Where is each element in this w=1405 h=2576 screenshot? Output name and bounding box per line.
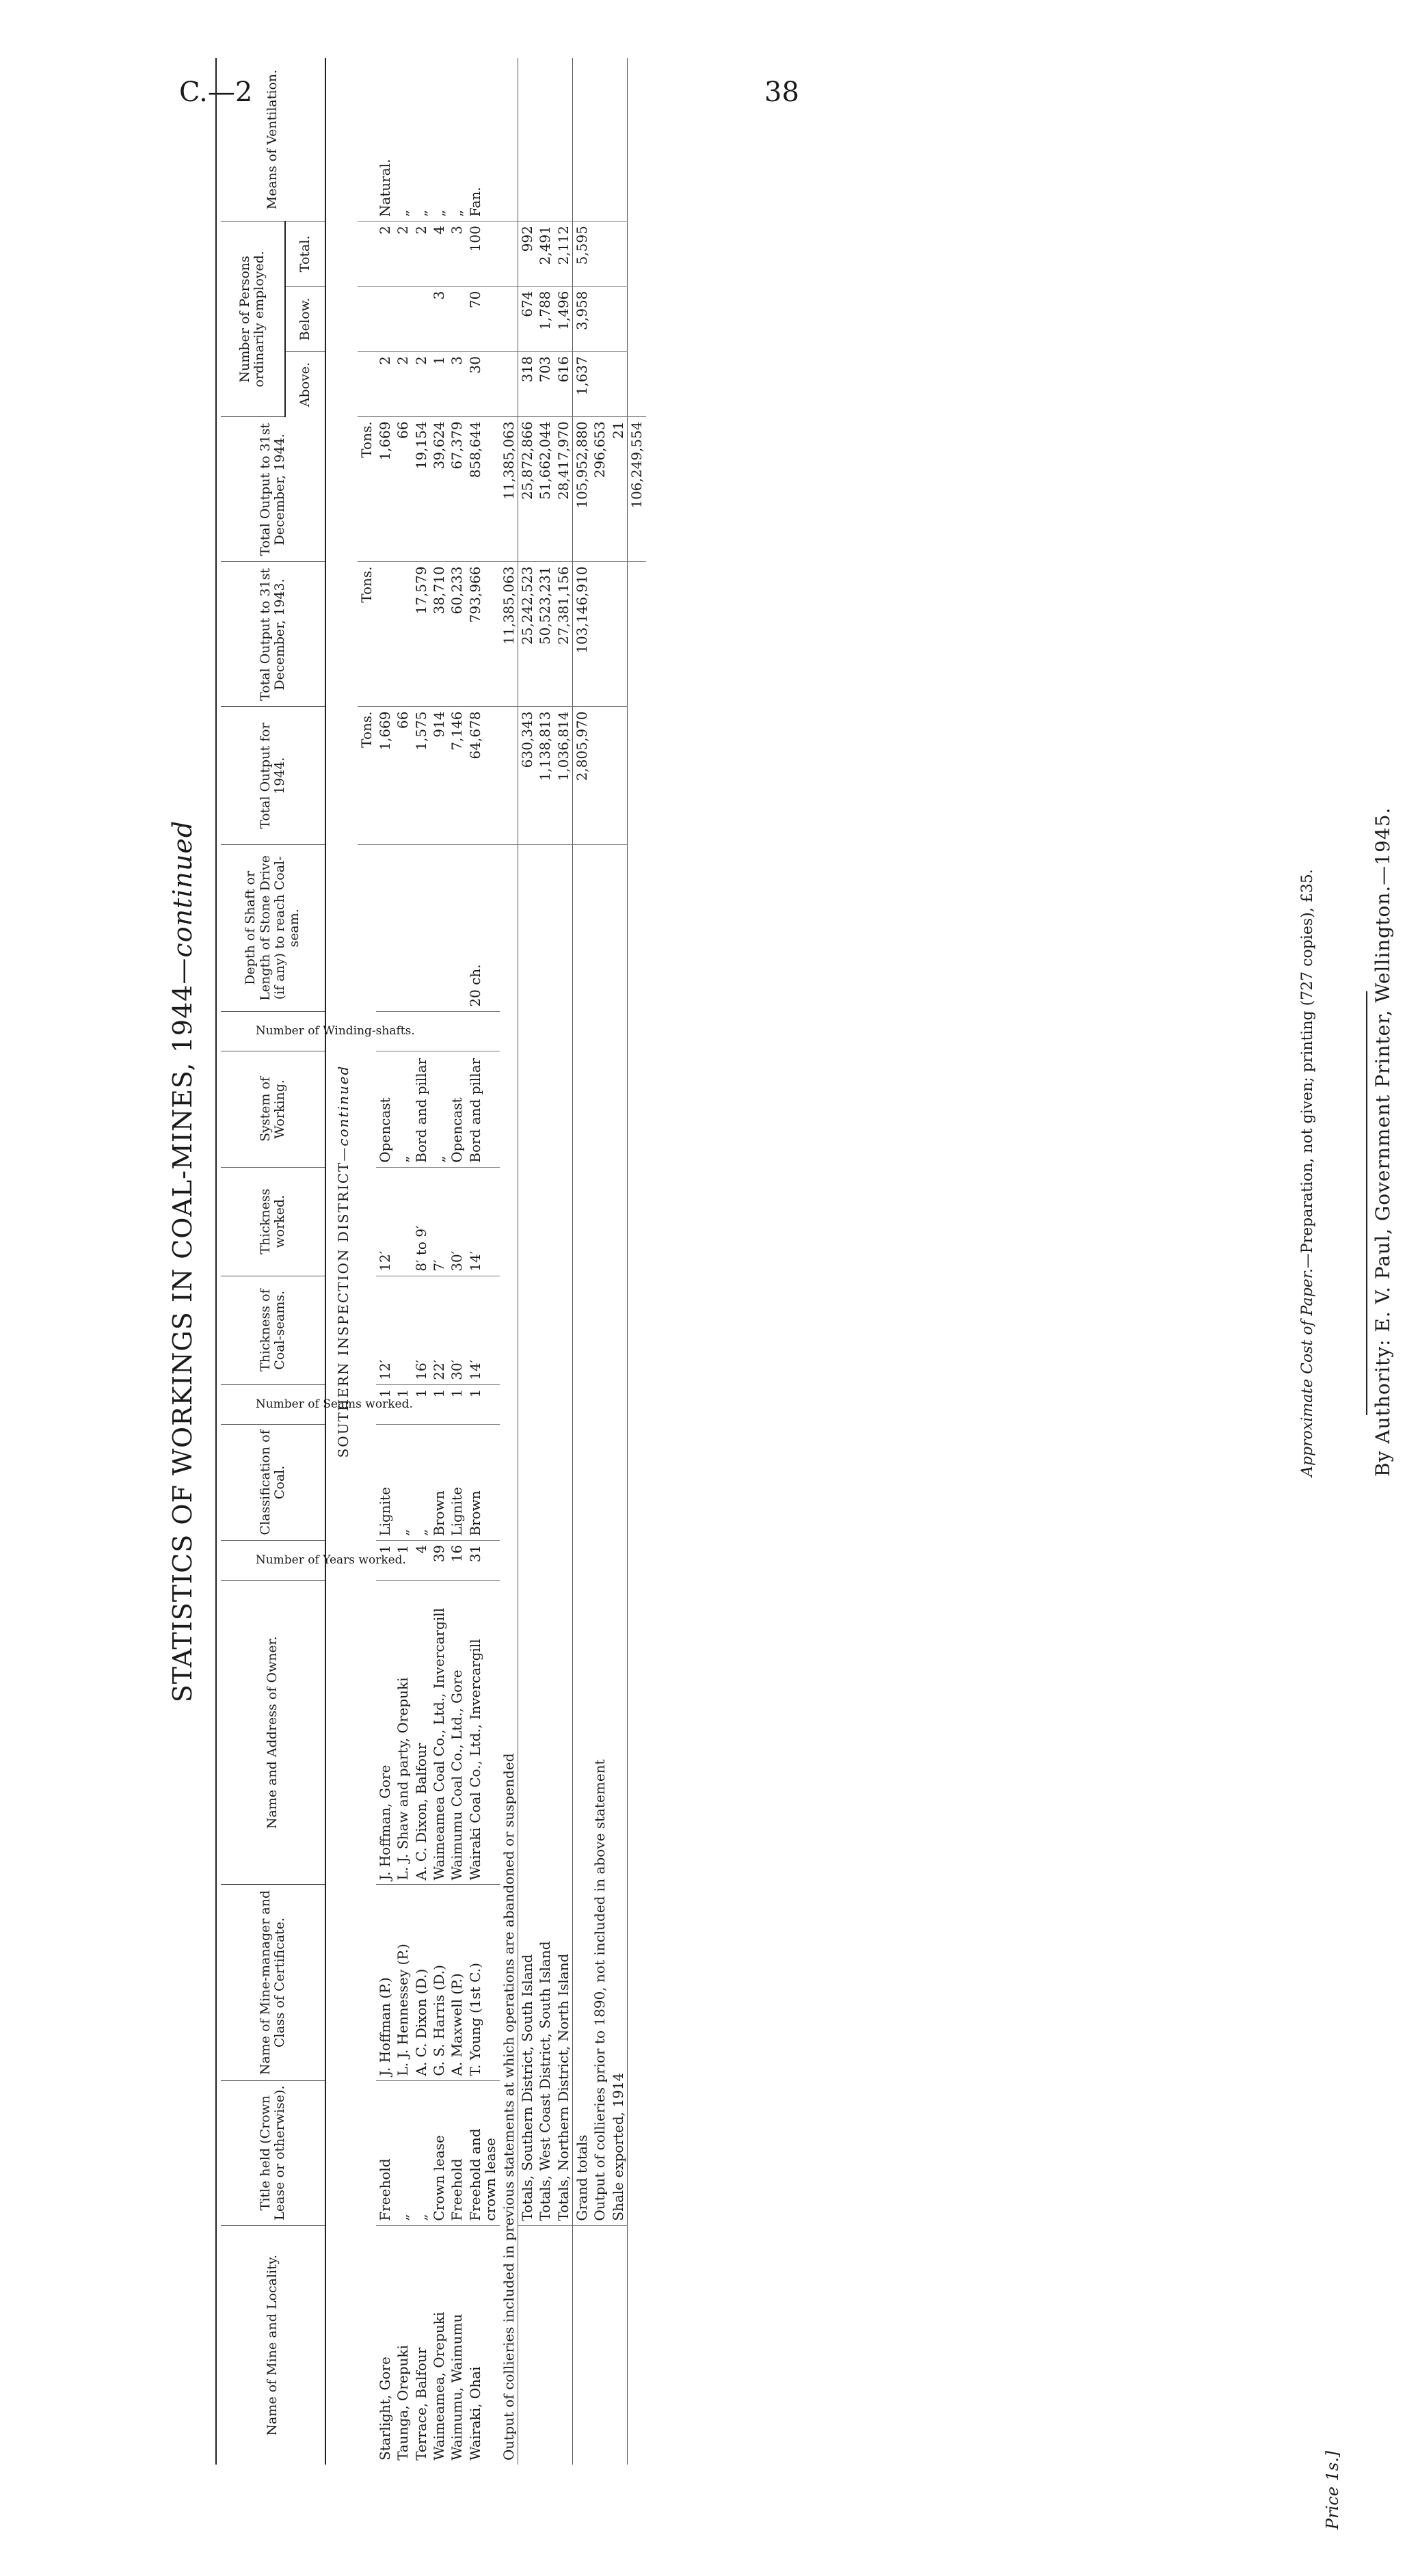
cell-system: Bord and pillar	[412, 1051, 430, 1168]
cell-coal: Lignite	[448, 1425, 466, 1541]
cell-manager: A. C. Dixon (D.)	[412, 1885, 430, 2080]
cell-coal: „	[394, 1425, 412, 1541]
col-depth: Depth of Shaft or Length of Stone Drive (if any) to reach Coal-seam.	[221, 844, 325, 1011]
section-heading-row	[325, 58, 358, 2465]
cell-above: 30	[466, 352, 500, 417]
cell-owner: Wairaki Coal Co., Ltd., Invercargill	[466, 1581, 500, 1885]
table-row	[394, 58, 412, 2465]
cell-o1944	[591, 707, 608, 844]
col-worked: Thickness worked.	[221, 1167, 325, 1276]
table-cell	[573, 2225, 591, 2465]
cell-above	[591, 352, 608, 417]
col-ventilation: Means of Ventilation.	[221, 58, 325, 222]
abandoned-row	[500, 58, 518, 2465]
totals-row	[536, 58, 554, 2465]
cell-ototal: 105,952,880	[573, 417, 591, 562]
cell-shafts	[466, 1011, 500, 1051]
table-title-main: STATISTICS OF WORKINGS IN COAL-MINES, 1944—	[168, 957, 198, 1703]
cell-depth	[448, 844, 466, 1011]
cell-mine: Taunga, Orepuki	[394, 2345, 412, 2460]
cell-worked	[394, 1167, 412, 1276]
cell-vent: Natural.	[376, 58, 394, 222]
cell-ototal: 25,872,866	[518, 417, 536, 562]
table-cell	[536, 2225, 554, 2465]
cell-owner: Waimeamea Coal Co., Ltd., Invercargill	[430, 1581, 448, 1885]
cell-above: 2	[412, 352, 430, 417]
cell-title: Freehold and crown lease	[466, 2080, 500, 2225]
col-manager: Name of Mine-manager and Class of Certificate.	[221, 1885, 325, 2080]
table-cell	[591, 58, 608, 222]
cell-total: 992	[518, 222, 536, 286]
cell-total: 2	[394, 222, 412, 286]
cell-seams: 1	[430, 1384, 448, 1424]
cell-thick: 12′	[376, 1276, 394, 1384]
cell-depth	[412, 844, 430, 1011]
cell-seams: 1	[466, 1384, 500, 1424]
col-system: System of Working.	[221, 1051, 325, 1168]
cell-worked: 14′	[466, 1167, 500, 1276]
cell-above: 318	[518, 352, 536, 417]
cell-o1944: 914	[430, 707, 448, 844]
table-cell	[554, 2225, 573, 2465]
cell-years: 31	[466, 1540, 500, 1580]
approximate-cost	[1299, 869, 1316, 1477]
col-output-total: Total Output to 31st December, 1944.	[221, 417, 325, 562]
cell-manager: J. Hoffman (P.)	[376, 1885, 394, 2080]
authority-line: By Authority: E. V. Paul, Government Printer, Wellington.—1945.	[1371, 807, 1394, 1477]
cell-ototal: 296,653	[591, 417, 608, 562]
cell-above: 703	[536, 352, 554, 417]
cell-above: 3	[448, 352, 466, 417]
units-row	[358, 58, 375, 2465]
cell-system: Bord and pillar	[466, 1051, 500, 1168]
approx-label: Approximate Cost of Paper.	[1299, 1268, 1316, 1477]
cell-shafts	[430, 1011, 448, 1051]
cell-o1943: 17,579	[412, 562, 430, 707]
cell-shafts	[448, 1011, 466, 1051]
summary-label: Grand totals	[573, 844, 591, 2225]
cell-below	[609, 286, 628, 351]
cell-above: 1,637	[573, 352, 591, 417]
cell-vent: „	[448, 58, 466, 222]
cell-above: 2	[376, 352, 394, 417]
table-cell	[554, 58, 573, 222]
cell-depth	[376, 844, 394, 1011]
cell-o1943: 103,146,910	[573, 562, 591, 707]
cell-seams: 1	[412, 1384, 430, 1424]
cell-worked: 12′	[376, 1167, 394, 1276]
cell-thick: 30′	[448, 1276, 466, 1384]
cell-below: 3	[430, 286, 448, 351]
summary-label: Totals, Northern District, North Island	[554, 844, 573, 2225]
cell-vent: Fan.	[466, 58, 500, 222]
cell-vent: „	[412, 58, 430, 222]
cell-system: Opencast	[448, 1051, 466, 1168]
unit-tons: Tons.	[358, 707, 375, 844]
cell-title: Crown lease	[430, 2080, 448, 2225]
col-above: Above.	[285, 352, 325, 417]
cell-thick: 22′	[430, 1276, 448, 1384]
cell-below: 3,958	[573, 286, 591, 351]
cell-manager: L. J. Hennessey (P.)	[394, 1885, 412, 2080]
cell-o1944	[500, 707, 518, 844]
totals-row	[518, 58, 536, 2465]
cell-below	[412, 286, 430, 351]
cell-manager: T. Young (1st C.)	[466, 1885, 500, 2080]
cell-ototal: 21	[609, 417, 628, 562]
cell-years: 4	[412, 1540, 430, 1580]
cell-o1943	[376, 562, 394, 707]
cell-total: 4	[430, 222, 448, 286]
table-cell	[573, 58, 591, 222]
cell-total	[609, 222, 628, 286]
table-cell	[500, 222, 518, 286]
cell-o1944: 7,146	[448, 707, 466, 844]
cell-below: 1,496	[554, 286, 573, 351]
cell-ototal: 19,154	[412, 417, 430, 562]
cell-below: 70	[466, 286, 500, 351]
table-row	[448, 58, 466, 2465]
footer	[1299, 807, 1405, 1477]
cell-vent: „	[430, 58, 448, 222]
cell-above: 1	[430, 352, 448, 417]
cell-total: 5,595	[573, 222, 591, 286]
col-shafts: Number of Winding-shafts.	[221, 1011, 325, 1051]
unit-tons: Tons.	[358, 417, 375, 562]
table-cell	[609, 58, 628, 222]
cell-above: 616	[554, 352, 573, 417]
summary-label: Output of collieries prior to 1890, not included in above statement	[591, 844, 608, 2225]
col-owner: Name and Address of Owner.	[221, 1581, 325, 1885]
cell-mine: Wairaki, Ohai	[466, 2366, 483, 2460]
cell-owner: A. C. Dixon, Balfour	[412, 1581, 430, 1885]
cell-ototal: 28,417,970	[554, 417, 573, 562]
cell-mine: Starlight, Gore	[376, 2357, 393, 2460]
cell-ototal: 858,644	[466, 417, 500, 562]
cell-o1944	[609, 707, 628, 844]
table-cell	[591, 2225, 608, 2465]
col-output-1944: Total Output for 1944.	[221, 707, 325, 844]
cell-depth: 20 ch.	[466, 844, 500, 1011]
cell-system: „	[430, 1051, 448, 1168]
cell-seams: 1	[448, 1384, 466, 1424]
cell-below: 674	[518, 286, 536, 351]
cell-thick: 16′	[412, 1276, 430, 1384]
cell-owner: J. Hoffman, Gore	[376, 1581, 394, 1885]
cell-ototal: 67,379	[448, 417, 466, 562]
col-title: Title held (Crown Lease or otherwise).	[221, 2080, 325, 2225]
page-code: C.—2	[179, 77, 253, 108]
cell-title: „	[394, 2080, 412, 2225]
cell-system: Opencast	[376, 1051, 394, 1168]
approx-text: —Preparation, not given; printing (727 copies), £35.	[1299, 869, 1316, 1269]
cell-ototal: 66	[394, 417, 412, 562]
cell-mine: Waimeamea, Orepuki	[430, 2311, 447, 2460]
table-row	[412, 58, 430, 2465]
cell-total: 2,491	[536, 222, 554, 286]
col-years: Number of Years worked.	[221, 1540, 325, 1580]
table-title	[168, 58, 202, 2465]
summary-label: Shale exported, 1914	[609, 844, 628, 2225]
table-cell	[518, 58, 536, 222]
abandoned-label: Output of collieries included in previous statements at which operations are abandoned or suspended	[500, 1753, 517, 2460]
cell-manager: A. Maxwell (P.)	[448, 1885, 466, 2080]
cell-total: 2	[376, 222, 394, 286]
cell-total	[591, 222, 608, 286]
cell-ototal: 1,669	[376, 417, 394, 562]
cell-worked: 30′	[448, 1167, 466, 1276]
cell-mine: Waimumu, Waimumu	[449, 2313, 466, 2460]
cell-below	[448, 286, 466, 351]
cell-o1943: 25,242,523	[518, 562, 536, 707]
cell-years: 1	[394, 1540, 412, 1580]
cell-ototal: 11,385,063	[500, 417, 518, 562]
authority-rule	[1366, 991, 1367, 1415]
shale-row	[609, 58, 628, 2465]
prior-output-row	[591, 58, 608, 2465]
cell-below: 1,788	[536, 286, 554, 351]
table-cell	[500, 58, 518, 222]
cell-owner: L. J. Shaw and party, Orepuki	[394, 1581, 412, 1885]
cell-below	[591, 286, 608, 351]
totals-row	[554, 58, 573, 2465]
cell-o1944: 64,678	[466, 707, 500, 844]
top-rule	[215, 58, 217, 2465]
cell-above	[609, 352, 628, 417]
final-total-row	[628, 58, 646, 2465]
cell-depth	[430, 844, 448, 1011]
section-heading: SOUTHERN INSPECTION DISTRICT—continued	[335, 1064, 351, 1458]
cell-coal: Brown	[466, 1425, 500, 1541]
cell-o1943: 38,710	[430, 562, 448, 707]
cell-o1943: 11,385,063	[500, 562, 518, 707]
col-thickness: Thickness of Coal-seams.	[221, 1276, 325, 1384]
cell-o1943: 60,233	[448, 562, 466, 707]
grand-totals-row	[573, 58, 591, 2465]
cell-total: 2	[412, 222, 430, 286]
cell-coal: „	[412, 1425, 430, 1541]
cell-o1944: 66	[394, 707, 412, 844]
cell-mine: Terrace, Balfour	[412, 2347, 429, 2460]
cell-total: 3	[448, 222, 466, 286]
price: Price 1s.]	[1323, 2450, 1342, 2530]
col-persons: Number of Persons ordinarily employed.	[221, 222, 285, 417]
cell-above: 2	[394, 352, 412, 417]
table-cell	[500, 286, 518, 351]
summary-label: Totals, Southern District, South Island	[518, 844, 536, 2225]
col-output-1943: Total Output to 31st December, 1943.	[221, 562, 325, 707]
cell-o1944: 2,805,970	[573, 707, 591, 844]
cell-owner: Waimumu Coal Co., Ltd., Gore	[448, 1581, 466, 1885]
cell-o1943	[394, 562, 412, 707]
table-cell	[628, 58, 646, 417]
cell-o1943	[609, 562, 628, 707]
col-coal: Classification of Coal.	[221, 1425, 325, 1541]
cell-total: 2,112	[554, 222, 573, 286]
statistics-table-rotated	[168, 58, 742, 2465]
final-total: 106,249,554	[628, 417, 646, 562]
cell-years: 16	[448, 1540, 466, 1580]
cell-ototal: 51,662,044	[536, 417, 554, 562]
table-body	[325, 58, 646, 2465]
cell-o1943: 50,523,231	[536, 562, 554, 707]
cell-manager: G. S. Harris (D.)	[430, 1885, 448, 2080]
cell-below	[376, 286, 394, 351]
cell-title: Freehold	[448, 2080, 466, 2225]
cell-seams: 1	[376, 1384, 394, 1424]
cell-o1943	[591, 562, 608, 707]
cell-depth	[394, 844, 412, 1011]
cell-below	[394, 286, 412, 351]
table-row	[430, 58, 448, 2465]
table-title-italic: continued	[168, 820, 198, 958]
cell-years: 39	[430, 1540, 448, 1580]
table-cell	[628, 562, 646, 2465]
table-cell	[500, 352, 518, 417]
cell-o1944: 1,036,814	[554, 707, 573, 844]
col-total: Total.	[285, 222, 325, 286]
col-mine: Name of Mine and Locality.	[221, 2225, 325, 2465]
cell-o1944: 1,669	[376, 707, 394, 844]
cell-system: „	[394, 1051, 412, 1168]
cell-worked: 7′	[430, 1167, 448, 1276]
cell-o1944: 1,138,813	[536, 707, 554, 844]
cell-o1944: 1,575	[412, 707, 430, 844]
cell-ototal: 39,624	[430, 417, 448, 562]
cell-vent: „	[394, 58, 412, 222]
cell-o1944: 630,343	[518, 707, 536, 844]
header-row-1	[221, 58, 285, 2465]
cell-title: Freehold	[376, 2080, 394, 2225]
cell-total: 100	[466, 222, 500, 286]
table-cell	[536, 58, 554, 222]
table-row	[466, 58, 500, 2465]
cell-thick: 14′	[466, 1276, 500, 1384]
cell-title: „	[412, 2080, 430, 2225]
summary-label: Totals, West Coast District, South Island	[536, 844, 554, 2225]
cell-o1943: 793,966	[466, 562, 500, 707]
page-number: 38	[764, 77, 799, 108]
cell-coal: Lignite	[376, 1425, 394, 1541]
cell-seams: 1	[394, 1384, 412, 1424]
unit-tons: Tons.	[358, 562, 375, 707]
table-cell	[518, 2225, 536, 2465]
statistics-table	[221, 58, 646, 2465]
table-cell	[609, 2225, 628, 2465]
cell-thick	[394, 1276, 412, 1384]
col-seams: Number of Seams worked.	[221, 1384, 325, 1424]
cell-years: 1	[376, 1540, 394, 1580]
table-row	[376, 58, 394, 2465]
col-below: Below.	[285, 286, 325, 351]
cell-worked: 8′ to 9′	[412, 1167, 430, 1276]
cell-o1943: 27,381,156	[554, 562, 573, 707]
cell-coal: Brown	[430, 1425, 448, 1541]
